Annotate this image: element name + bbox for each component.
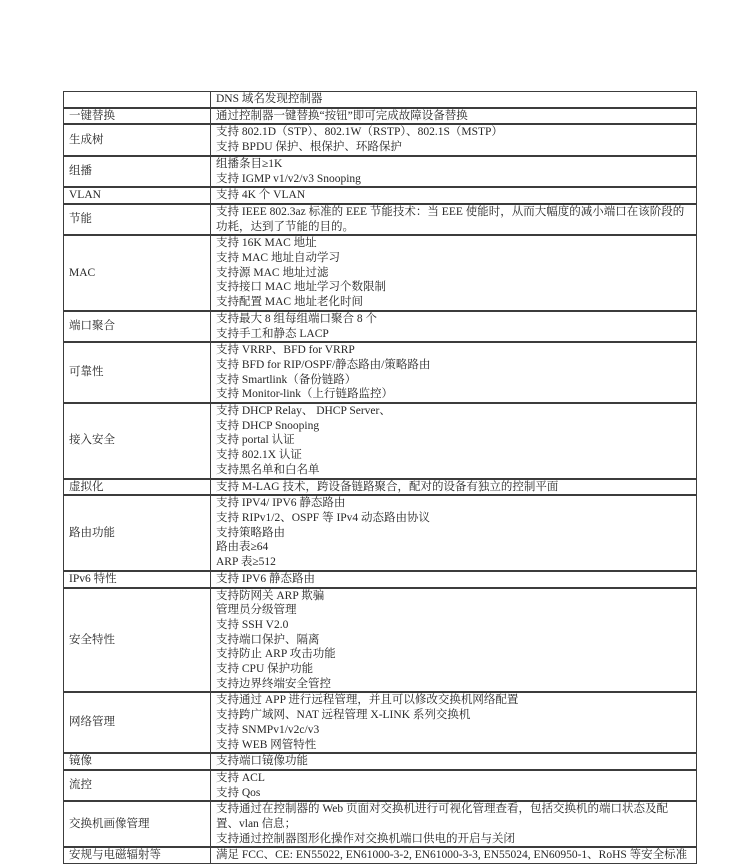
spec-table-body	[64, 92, 697, 864]
feature-category-cell: 网络管理	[64, 692, 211, 753]
spec-line: 支持 DHCP Snooping	[216, 419, 320, 432]
feature-category-cell: IPv6 特性	[64, 571, 211, 588]
spec-line: 支持端口保护、隔离	[216, 633, 320, 646]
switch-spec-table	[63, 91, 697, 864]
spec-line: 支持通过控制器图形化操作对交换机端口供电的开启与关闭	[216, 832, 515, 845]
spec-line: 管理员分级管理	[216, 604, 297, 617]
feature-category-cell: 一键替换	[64, 108, 211, 125]
table-row	[64, 479, 697, 496]
spec-line: 路由表≥64	[216, 541, 269, 554]
feature-detail-cell	[211, 92, 697, 108]
spec-line: 支持防止 ARP 攻击功能	[216, 648, 336, 661]
table-row	[64, 753, 697, 770]
spec-line: 支持策略路由	[216, 526, 285, 539]
table-row	[64, 342, 697, 403]
spec-line: 支持 802.1X 认证	[216, 449, 302, 462]
feature-detail-cell	[211, 801, 697, 847]
spec-line: 支持最大 8 组每组端口聚合 8 个	[216, 312, 377, 325]
spec-line: DNS 域名发现控制器	[216, 93, 323, 105]
spec-line: 支持 IPV4/ IPV6 静态路由	[216, 497, 346, 510]
feature-category-cell: 流控	[64, 770, 211, 801]
feature-category-cell: MAC	[64, 235, 211, 311]
spec-line: 支持 IEEE 802.3az 标准的 EEE 节能技术：当 EEE 使能时，从而大幅度的减小端口在该阶段的功耗，达到了节能的目的。	[216, 205, 685, 233]
table-row	[64, 204, 697, 235]
spec-line: 支持配置 MAC 地址老化时间	[216, 296, 363, 309]
table-row	[64, 588, 697, 693]
spec-line: 支持 ACL	[216, 771, 265, 784]
feature-detail-cell	[211, 770, 697, 801]
feature-detail-cell	[211, 156, 697, 187]
feature-category-cell: 虚拟化	[64, 479, 211, 496]
spec-line: 支持 CPU 保护功能	[216, 663, 314, 676]
spec-line: 支持通过在控制器的 Web 页面对交换机进行可视化管理查看，包括交换机的端口状态及配置、vlan 信息；	[216, 803, 669, 831]
spec-line: 满足 FCC、CE: EN55022, EN61000-3-2, EN61000-3-3, EN55024, EN60950-1、RoHS 等安全标准	[216, 849, 688, 862]
table-row	[64, 92, 697, 108]
table-row	[64, 124, 697, 155]
table-row	[64, 801, 697, 847]
feature-category-cell: 交换机画像管理	[64, 801, 211, 847]
spec-line: 支持手工和静态 LACP	[216, 327, 329, 340]
feature-detail-cell	[211, 403, 697, 479]
feature-detail-cell	[211, 753, 697, 770]
spec-line: 支持 BFD for RIP/OSPF/静态路由/策略路由	[216, 358, 431, 371]
spec-line: 支持 DHCP Relay、 DHCP Server、	[216, 405, 391, 418]
table-row	[64, 311, 697, 342]
spec-line: 支持 SNMPv1/v2c/v3	[216, 723, 320, 736]
feature-detail-cell	[211, 108, 697, 125]
feature-detail-cell	[211, 187, 697, 204]
spec-line: 支持防网关 ARP 欺骗	[216, 589, 325, 602]
table-row	[64, 770, 697, 801]
feature-detail-cell	[211, 588, 697, 693]
table-row	[64, 847, 697, 863]
spec-line: 支持 VRRP、BFD for VRRP	[216, 344, 355, 357]
spec-line: 支持 portal 认证	[216, 434, 295, 447]
feature-detail-cell	[211, 847, 697, 863]
spec-line: 支持 BPDU 保护、根保护、环路保护	[216, 141, 402, 154]
feature-detail-cell	[211, 311, 697, 342]
feature-category-cell: 路由功能	[64, 495, 211, 571]
spec-line: 支持跨广域网、NAT 远程管理 X-LINK 系列交换机	[216, 709, 471, 722]
feature-detail-cell	[211, 692, 697, 753]
spec-line: 支持 Monitor-link（上行链路监控）	[216, 388, 394, 401]
table-row	[64, 495, 697, 571]
feature-detail-cell	[211, 342, 697, 403]
table-row	[64, 108, 697, 125]
spec-line: 支持 16K MAC 地址	[216, 237, 317, 250]
feature-category-cell: 接入安全	[64, 403, 211, 479]
spec-line: 支持 IGMP v1/v2/v3 Snooping	[216, 172, 361, 185]
feature-category-cell: 镜像	[64, 753, 211, 770]
table-row	[64, 692, 697, 753]
table-row	[64, 235, 697, 311]
feature-category-cell	[64, 92, 211, 108]
table-row	[64, 571, 697, 588]
spec-line: 支持 802.1D（STP）、802.1W（RSTP）、802.1S（MSTP）	[216, 126, 503, 139]
spec-line: 支持 IPV6 静态路由	[216, 572, 316, 585]
feature-category-cell: 安全特性	[64, 588, 211, 693]
spec-line: 支持接口 MAC 地址学习个数限制	[216, 281, 386, 294]
feature-detail-cell	[211, 479, 697, 496]
feature-detail-cell	[211, 495, 697, 571]
spec-line: 支持 WEB 网管特性	[216, 738, 317, 751]
spec-line: 支持 MAC 地址自动学习	[216, 252, 340, 265]
spec-line: 支持 M-LAG 技术，跨设备链路聚合，配对的设备有独立的控制平面	[216, 480, 559, 493]
spec-line: 支持 RIPv1/2、OSPF 等 IPv4 动态路由协议	[216, 511, 431, 524]
spec-line: 支持源 MAC 地址过滤	[216, 266, 329, 279]
spec-line: 支持 SSH V2.0	[216, 618, 289, 631]
feature-category-cell: 端口聚合	[64, 311, 211, 342]
spec-line: 支持 Qos	[216, 786, 261, 799]
spec-line: ARP 表≥512	[216, 556, 276, 569]
spec-line: 通过控制器一键替换“按钮”即可完成故障设备替换	[216, 109, 468, 122]
feature-category-cell: 生成树	[64, 124, 211, 155]
spec-line: 支持边界终端安全管控	[216, 677, 331, 690]
feature-detail-cell	[211, 124, 697, 155]
spec-line: 支持 Smartlink（备份链路）	[216, 373, 357, 386]
feature-category-cell: 节能	[64, 204, 211, 235]
spec-line: 支持黑名单和白名单	[216, 463, 320, 476]
feature-detail-cell	[211, 571, 697, 588]
spec-line: 支持通过 APP 进行远程管理，并且可以修改交换机网络配置	[216, 694, 519, 707]
table-row	[64, 156, 697, 187]
feature-detail-cell	[211, 204, 697, 235]
feature-detail-cell	[211, 235, 697, 311]
feature-category-cell: 可靠性	[64, 342, 211, 403]
spec-line: 支持 4K 个 VLAN	[216, 189, 306, 202]
feature-category-cell: VLAN	[64, 187, 211, 204]
feature-category-cell: 组播	[64, 156, 211, 187]
feature-category-cell: 安规与电磁辐射等	[64, 847, 211, 863]
table-row	[64, 187, 697, 204]
spec-line: 组播条目≥1K	[216, 157, 283, 170]
table-row	[64, 403, 697, 479]
spec-line: 支持端口镜像功能	[216, 755, 308, 768]
